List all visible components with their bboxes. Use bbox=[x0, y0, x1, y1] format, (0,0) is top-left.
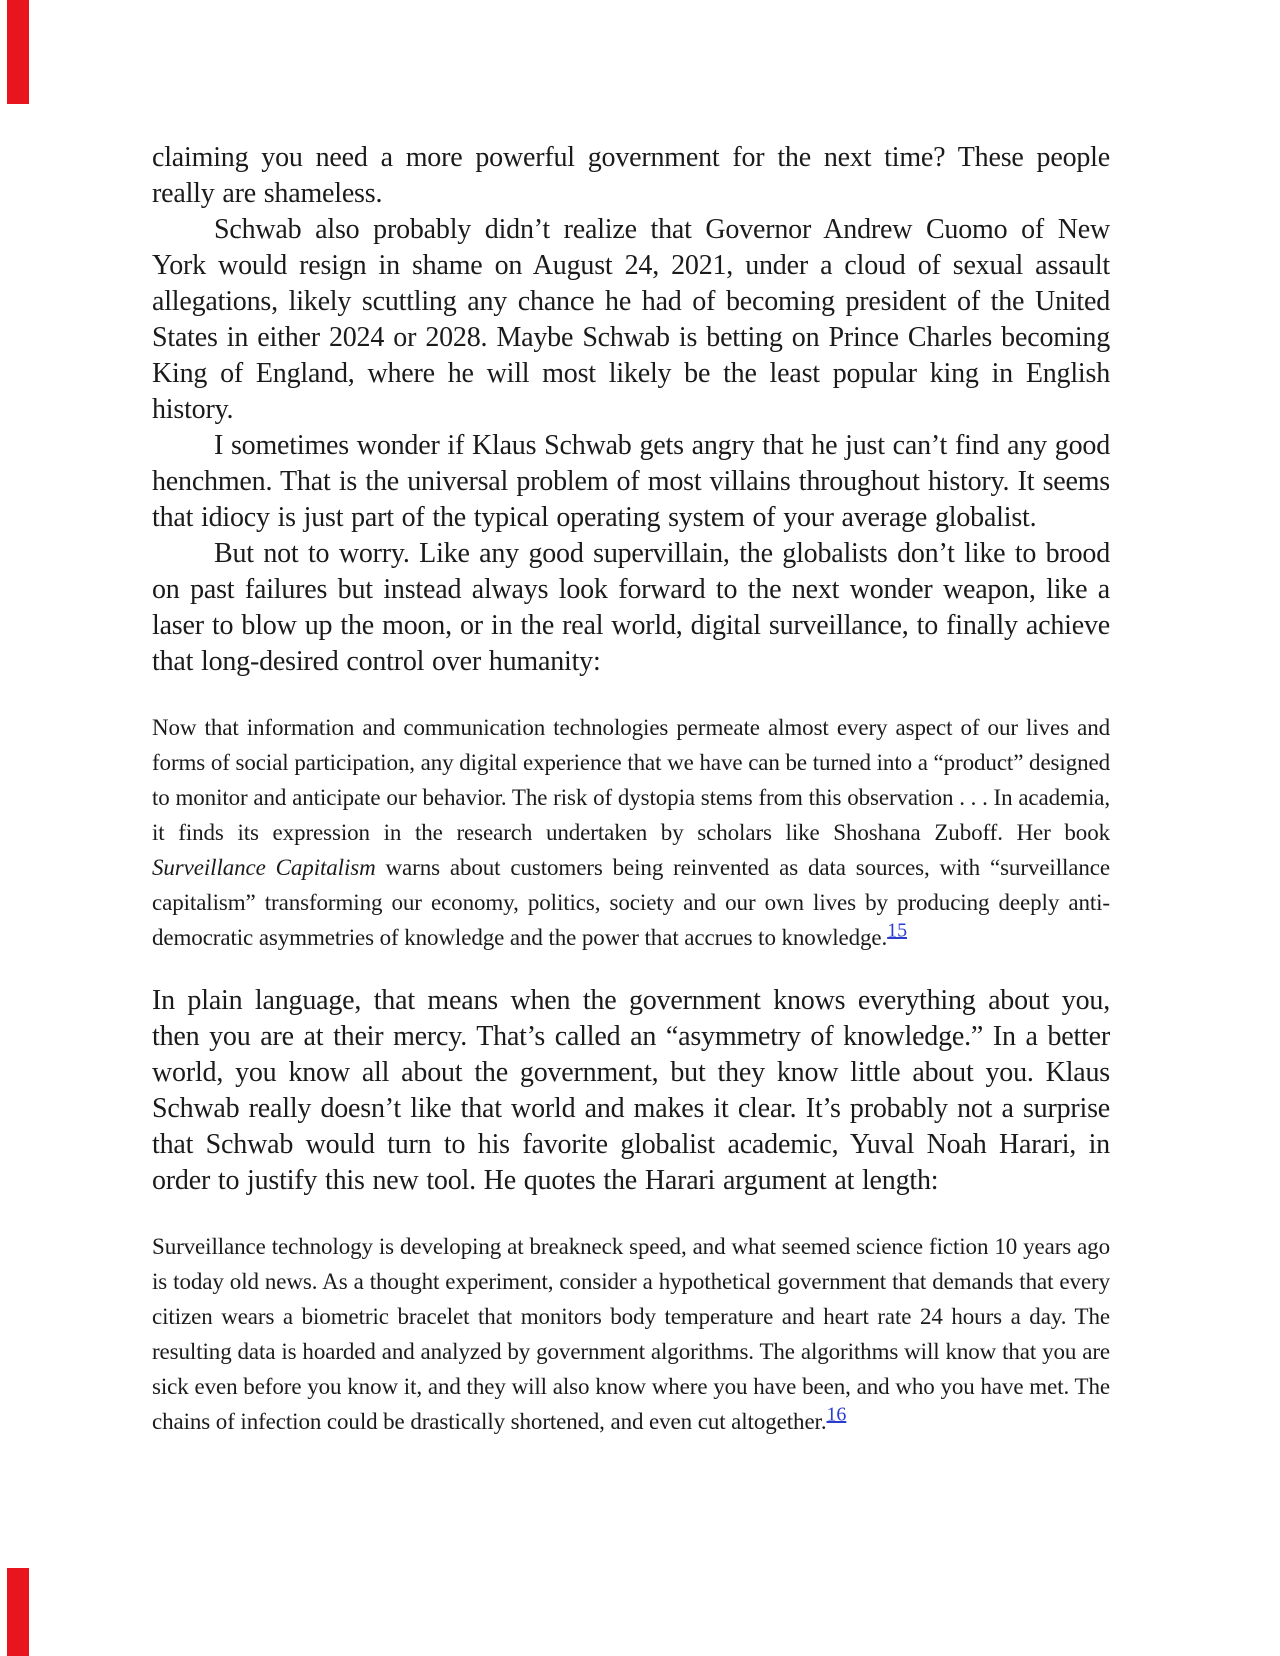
quote-text: Surveillance technology is developing at breakneck speed, and what seemed science fiction 10 years ago is today old news. As a thought experiment, consider a hypothetical government that demands that every citizen wears a biometric bracelet that monitors body temperature and heart rate 24 hours a day. The resulting data is hoarded and analyzed by government algorithms. The algorithms will know that you are sick even before you know it, and they will also know where you have been, and who you have met. The chains of infection could be drastically shortened, and even cut altogether. bbox=[152, 1234, 1110, 1434]
quote-text: Now that information and communication technologies permeate almost every aspect of our lives and forms of social participation, any digital experience that we have can be turned into a “product” designed to monitor and anticipate our behavior. The risk of dystopia stems from this observation . . . In academia, it finds its expression in the research undertaken by scholars like Shoshana Zuboff. Her book bbox=[152, 715, 1110, 845]
book-page-text bbox=[152, 140, 1110, 1467]
quote-text: warns about customers being reinvented as data sources, with “surveillance capitalism” transforming our economy, politics, society and our own lives by producing deeply anti-democratic asymmetries of knowledge and the power that accrues to knowledge. bbox=[152, 855, 1110, 950]
footnote-link-15[interactable]: 15 bbox=[887, 919, 907, 942]
footnote-superscript bbox=[827, 1403, 847, 1425]
footnote-superscript bbox=[887, 919, 907, 941]
block-quote-zuboff bbox=[152, 710, 1110, 955]
paragraph-schwab-cuomo: Schwab also probably didn’t realize that Governor Andrew Cuomo of New York would resign in shame on August 24, 2021, under a cloud of sexual assault allegations, likely scuttling any chance he had of becoming president of the United States in either 2024 or 2028. Maybe Schwab is betting on Prince Charles becoming King of England, where he will most likely be the least popular king in English history. bbox=[152, 214, 1110, 425]
paragraph-supervillain: But not to worry. Like any good supervillain, the globalists don’t like to brood on past failures but instead always look forward to the next wonder weapon, like a laser to blow up the moon, or in the real world, digital surveillance, to finally achieve that long-desired control over humanity: bbox=[152, 538, 1110, 677]
paragraph-plain-language: In plain language, that means when the government knows everything about you, then you are at their mercy. That’s called an “asymmetry of knowledge.” In a better world, you know all about the government, but they know little about you. Klaus Schwab really doesn’t like that world and makes it clear. It’s probably not a surprise that Schwab would turn to his favorite globalist academic, Yuval Noah Harari, in order to justify this new tool. He quotes the Harari argument at length: bbox=[152, 985, 1110, 1196]
footnote-link-16[interactable]: 16 bbox=[826, 1403, 847, 1426]
red-edge-marker-bottom bbox=[7, 1568, 29, 1656]
red-edge-marker-top bbox=[7, 0, 29, 104]
block-quote-harari bbox=[152, 1229, 1110, 1439]
quote-italic-book-title: Surveillance Capitalism bbox=[152, 855, 376, 880]
paragraph-continuation: claiming you need a more powerful government for the next time? These people really are shameless. bbox=[152, 142, 1110, 209]
paragraph-henchmen: I sometimes wonder if Klaus Schwab gets angry that he just can’t find any good henchmen. That is the universal problem of most villains throughout history. It seems that idiocy is just part of the typical operating system of your average globalist. bbox=[152, 430, 1110, 533]
